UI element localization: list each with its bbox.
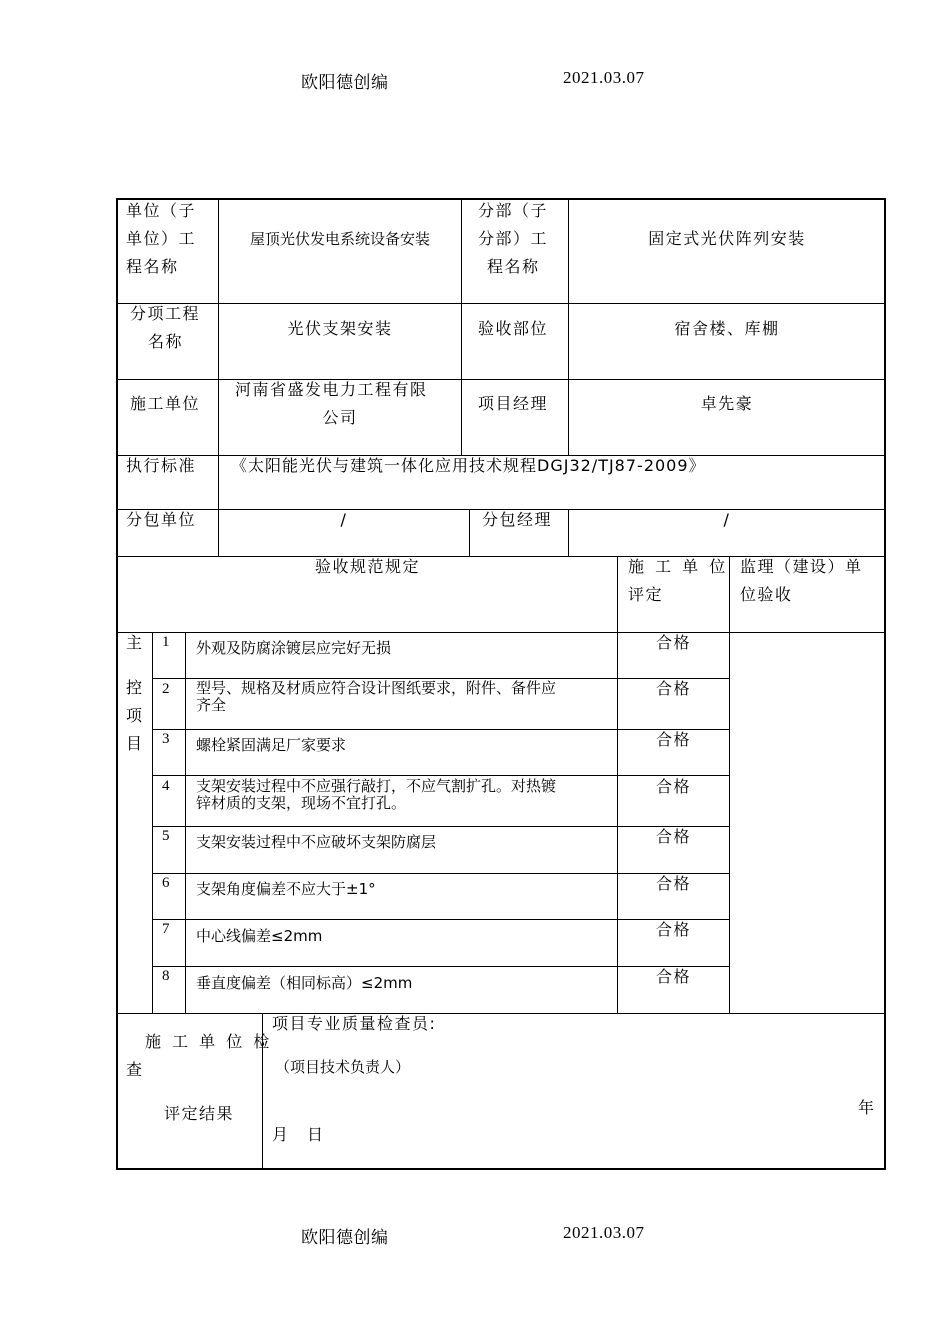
item-result: 合格	[655, 679, 691, 698]
acceptance-part-value: 宿舍楼、库棚	[674, 319, 780, 338]
division-label-3: 程名称	[487, 257, 540, 276]
item-number: 2	[162, 681, 170, 697]
supervisor-header-1: 监理（建设）单	[740, 557, 863, 576]
unit-project-value: 屋顶光伏发电系统设备安装	[249, 230, 430, 248]
item-result: 合格	[655, 874, 691, 893]
item-result: 合格	[655, 920, 691, 939]
sub-pm-value: /	[723, 510, 731, 529]
main-control-label-1: 主	[126, 633, 144, 652]
item-number: 1	[162, 634, 170, 650]
header-date: 2021.03.07	[563, 68, 645, 87]
check-label-1: 施 工 单 位 检	[145, 1032, 273, 1051]
acceptance-part-label: 验收部位	[478, 319, 549, 338]
unit-project-label-3: 程名称	[126, 257, 179, 276]
item-number: 4	[162, 778, 170, 794]
item-label-1: 分项工程	[130, 304, 201, 323]
supervisor-header-2: 位验收	[740, 585, 793, 604]
main-control-label-4: 目	[126, 734, 144, 753]
spec-header: 验收规范规定	[314, 557, 420, 576]
item-value: 光伏支架安装	[287, 319, 393, 338]
unit-project-label-1: 单位（子	[126, 201, 197, 220]
footer-author: 欧阳德创编	[301, 1228, 389, 1247]
header-author: 欧阳德创编	[301, 73, 389, 92]
unit-project-label-2: 单位）工	[126, 229, 197, 248]
item-result: 合格	[655, 827, 691, 846]
item-text: 中心线偏差≤2mm	[196, 927, 323, 945]
item-result: 合格	[655, 967, 691, 986]
check-label-3: 评定结果	[164, 1104, 235, 1123]
check-label-2: 查	[126, 1060, 144, 1079]
standard-value: 《太阳能光伏与建筑一体化应用技术规程DGJ32/TJ87-2009》	[231, 456, 706, 475]
standard-label: 执行标准	[126, 456, 197, 475]
item-text: 外观及防腐涂镀层应完好无损	[196, 639, 392, 657]
item-text: 垂直度偏差（相同标高）≤2mm	[196, 974, 413, 992]
item-text: 型号、规格及材质应符合设计图纸要求，附件、备件应	[196, 679, 557, 697]
item-number: 7	[162, 921, 170, 937]
item-number: 3	[162, 731, 170, 747]
contractor-eval-header-2: 评定	[628, 585, 664, 604]
sub-value: /	[340, 510, 348, 529]
item-number: 8	[162, 968, 170, 984]
division-label-1: 分部（子	[478, 201, 549, 220]
sub-pm-label: 分包经理	[482, 510, 553, 529]
division-label-2: 分部）工	[478, 229, 549, 248]
contractor-eval-header-1: 施 工 单 位	[628, 557, 729, 576]
item-text: 锌材质的支架，现场不宜打孔。	[196, 794, 407, 812]
item-label-2: 名称	[148, 332, 184, 351]
month-day-label: 月 日	[272, 1125, 325, 1144]
contractor-value-1: 河南省盛发电力工程有限	[235, 380, 428, 399]
contractor-label: 施工单位	[130, 394, 201, 413]
item-text: 齐全	[196, 696, 227, 714]
pm-value: 卓先豪	[700, 394, 754, 413]
item-text: 支架角度偏差不应大于±1°	[196, 880, 376, 898]
main-control-label-3: 项	[126, 706, 144, 725]
year-label: 年	[858, 1098, 876, 1117]
division-value: 固定式光伏阵列安装	[648, 229, 806, 248]
main-control-label-2: 控	[126, 678, 144, 697]
item-text: 螺栓紧固满足厂家要求	[196, 736, 347, 754]
item-result: 合格	[655, 633, 691, 652]
contractor-value-2: 公司	[322, 408, 358, 427]
item-number: 5	[162, 828, 170, 844]
footer-date: 2021.03.07	[563, 1223, 645, 1242]
item-text: 支架安装过程中不应强行敲打，不应气割扩孔。对热镀	[196, 777, 557, 795]
pm-label: 项目经理	[478, 394, 549, 413]
inspector-label: 项目专业质量检查员:	[272, 1014, 437, 1033]
item-result: 合格	[655, 777, 691, 796]
item-number: 6	[162, 875, 170, 891]
tech-lead-label: （项目技术负责人）	[275, 1058, 411, 1076]
item-text: 支架安装过程中不应破坏支架防腐层	[196, 833, 437, 851]
item-result: 合格	[655, 730, 691, 749]
sub-label: 分包单位	[126, 510, 197, 529]
